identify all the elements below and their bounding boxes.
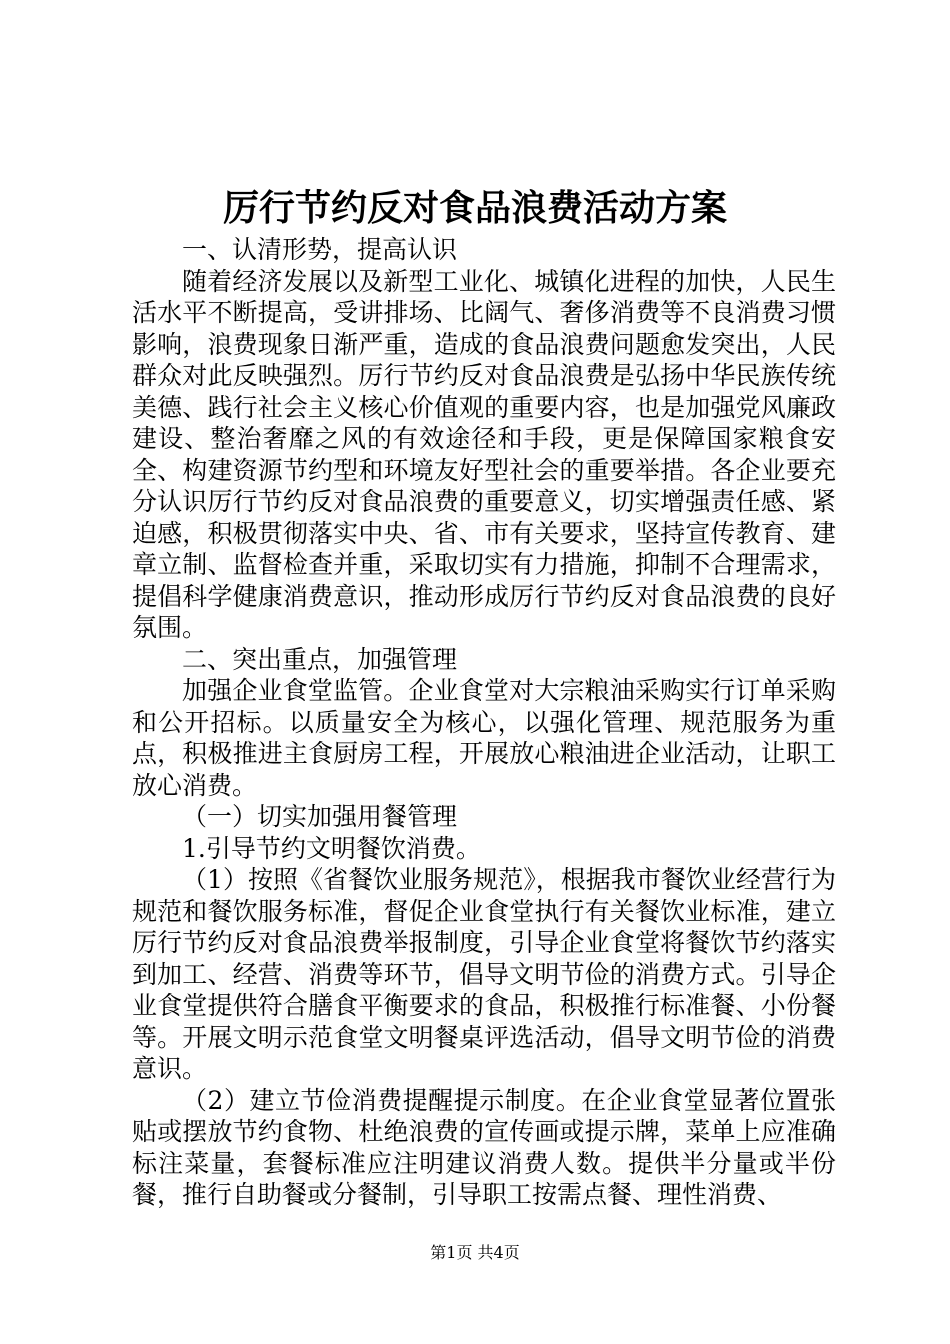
paragraph: （2）建立节俭消费提醒提示制度。在企业食堂显著位置张贴或摆放节约食物、杜绝浪费的宣传画或提示牌，菜单上应准确标注菜量，套餐标准应注明建议消费人数。提供半分量或半份餐，推行自助餐或分餐制，引导职工按需点餐、理性消费、 [132,1085,836,1209]
document-title: 厉行节约反对食品浪费活动方案 [222,187,727,229]
item-heading: 1.引导节约文明餐饮消费。 [182,833,481,863]
section-heading-2: 二、突出重点，加强管理 [182,644,458,674]
document-body [132,234,836,1211]
paragraph: 加强企业食堂监管。企业食堂对大宗粮油采购实行订单采购和公开招标。以质量安全为核心，以强化管理、规范服务为重点，积极推进主食厨房工程，开展放心粮油进企业活动，让职工放心消费。 [132,676,836,800]
page-footer: 第1页 共4页 [430,1243,520,1262]
paragraph: 随着经济发展以及新型工业化、城镇化进程的加快，人民生活水平不断提高，受讲排场、比阔气、奢侈消费等不良消费习惯影响，浪费现象日渐严重，造成的食品浪费问题愈发突出，人民群众对此反映强烈。厉行节约反对食品浪费是弘扬中华民族传统美德、践行社会主义核心价值观的重要内容，也是加强党风廉政建设、整治奢靡之风的有效途径和手段，更是保障国家粮食安全、构建资源节约型和环境友好型社会的重要举措。各企业要充分认识厉行节约反对食品浪费的重要意义，切实增强责任感、紧迫感，积极贯彻落实中央、省、市有关要求，坚持宣传教育、建章立制、监督检查并重，采取切实有力措施，抑制不合理需求，提倡科学健康消费意识，推动形成厉行节约反对食品浪费的良好氛围。 [132,266,836,642]
subsection-heading: （一）切实加强用餐管理 [182,802,458,831]
paragraph: （1）按照《省餐饮业服务规范》，根据我市餐饮业经营行为规范和餐饮服务标准，督促企业食堂执行有关餐饮业标准，建立厉行节约反对食品浪费举报制度，引导企业食堂将餐饮节约落实到加工、经营、消费等环节，倡导文明节俭的消费方式。引导企业食堂提供符合膳食平衡要求的食品，积极推行标准餐、小份餐等。开展文明示范食堂文明餐桌评选活动，倡导文明节俭的消费意识。 [132,865,836,1083]
section-heading-1: 一、认清形势，提高认识 [182,235,458,264]
